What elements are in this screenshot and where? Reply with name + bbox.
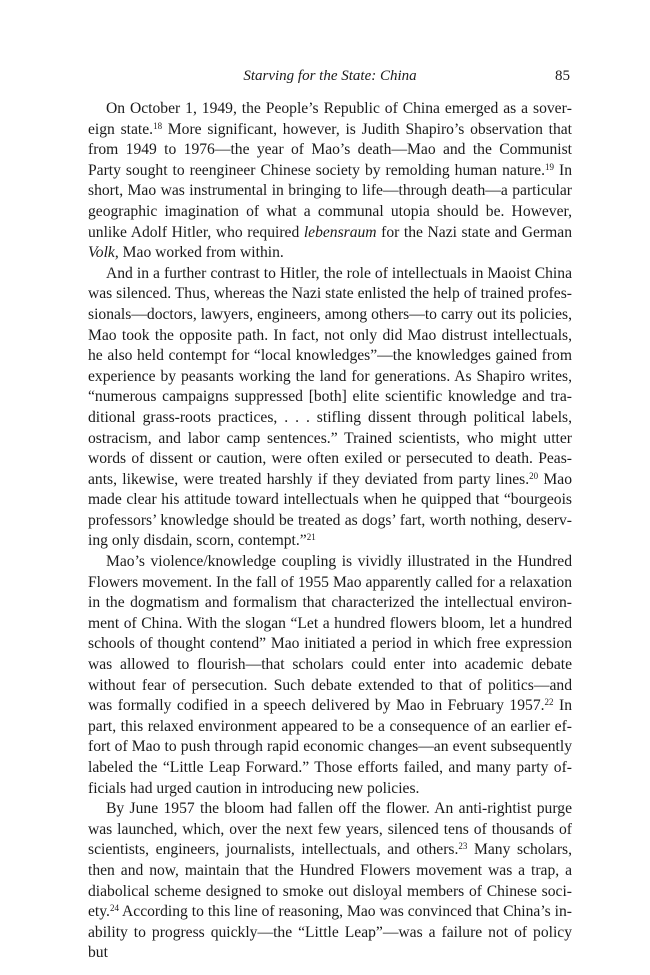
- footnote-ref: 24: [109, 903, 119, 914]
- footnote-ref: 20: [529, 470, 539, 481]
- text-run: By June 1957 the bloom had fallen off the flower. An anti-rightist purge was launched, which, over the next few years, silenced tens of thousands of scientists, engineers, journalists, intellectuals, and others.: [88, 800, 572, 859]
- text-run: And in a further contrast to Hitler, the role of intellectuals in Maoist China was silenced. Thus, whereas the Nazi state enlisted the help of trained professionals—doctors, lawyers, engineers, among others—to carry out its policies, Mao took the opposite path. In fact, not only did Mao distrust intellectuals, he also held contempt for “local knowledges”—the knowledges gained from experience by peasants working the land for generations. As Shapiro writes, “numerous campaigns suppressed [both] elite scientific knowledge and traditional grass-roots practices, . . . stifling dissent through political labels, ostracism, and labor camp sentences.” Trained scientists, who might utter words of dissent or caution, were often exiled or persecuted to death. Peasants, likewise, were treated harshly if they deviated from party lines.: [88, 264, 572, 488]
- text-run: , Mao worked from within.: [114, 244, 284, 262]
- text-run: for the Nazi state and German: [376, 223, 572, 241]
- paragraph-3: [88, 552, 572, 799]
- running-title: Starving for the State: China: [243, 68, 417, 84]
- paragraph-1: [88, 99, 572, 264]
- footnote-ref: 18: [153, 120, 163, 131]
- footnote-ref: 19: [544, 161, 554, 172]
- page-number: 85: [555, 68, 570, 84]
- text-run: More significant, however, is Judith Shapiro’s observation that from 1949 to 1976—the year of Mao’s death—Mao and the Communist Party sought to reengineer Chinese society by remolding human nature.: [88, 120, 572, 179]
- text-run: On October 1, 1949, the People’s Republic of China emerged as a sovereign state.: [88, 100, 572, 138]
- paragraph-4: [88, 799, 572, 964]
- italic-term: Volk: [88, 244, 115, 262]
- footnote-ref: 23: [458, 841, 468, 852]
- footnote-ref: 21: [306, 532, 316, 543]
- footnote-ref: 22: [544, 697, 554, 708]
- paragraph-2: [88, 264, 572, 552]
- text-run: Mao made clear his attitude toward intellectuals when he quipped that “bourgeois professors’ knowledge should be treated as dogs’ fart, worth nothing, deserving only disdain, scorn, contempt.”: [88, 470, 572, 550]
- text-run: In part, this relaxed environment appeared to be a consequence of an earlier effort of Mao to push through rapid economic changes—an event subsequently labeled the “Little Leap Forward.” Those efforts failed, and many party officials had urged caution in introducing new policies.: [88, 697, 573, 797]
- text-run: In short, Mao was instrumental in bringing to life—through death—a particular geographic imagination of what a communal utopia should be. However, unlike Adolf Hitler, who required: [88, 161, 572, 241]
- text-run: Mao’s violence/knowledge coupling is vividly illustrated in the Hundred Flowers movement. In the fall of 1955 Mao apparently called for a relaxation in the dogmatism and formalism that characterized the intellectual environment of China. With the slogan “Let a hundred flowers bloom, let a hundred schools of thought contend” Mao initiated a period in which free expression was allowed to flourish—that scholars could enter into academic debate without fear of persecution. Such debate extended to that of politics—and was formally codified in a speech delivered by Mao in February 1957.: [88, 553, 572, 715]
- text-run: According to this line of reasoning, Mao was convinced that China’s inability to progress quickly—the “Little Leap”—was a failure not of policy but: [88, 903, 572, 962]
- italic-term: lebensraum: [303, 223, 377, 241]
- body-text: [88, 99, 572, 964]
- running-header: [90, 66, 570, 86]
- text-run: Many scholars, then and now, maintain that the Hundred Flowers movement was a trap, a diabolical scheme designed to smoke out disloyal members of Chinese society.: [88, 841, 572, 921]
